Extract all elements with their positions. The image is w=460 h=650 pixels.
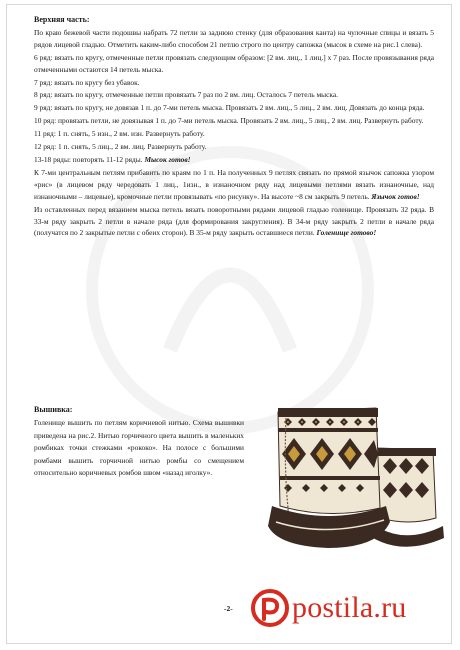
paragraph-row-8: 8 ряд: вязать по кругу, отмеченные петли провязать 7 раз по 2 вм. лиц. Осталось 7 петель мыска. (34, 90, 339, 100)
paragraph-row-10: 10 ряд: провязать петли, не довязывая 1 п. до 7-ми петель мыска. Провязать 2 вм. лиц., 5 лиц., 2 вм. лиц. Развернуть работу. (34, 116, 424, 126)
paragraph-shaft (34, 204, 434, 240)
watermark (250, 588, 407, 628)
paragraph-row-7: 7 ряд: вязать по кругу без убавок. (34, 77, 140, 87)
paragraph-row-11: 11 ряд: 1 п. снять, 5 изн., 2 вм. изн. Развернуть работу. (34, 129, 205, 139)
embroidery-section (34, 404, 244, 480)
tongue-text: К 7-ми центральным петлям прибавить по краям по 1 п. На полученных 9 петлях связать по прямой язычок сапожка узором «рис» (в лицевом ряду чередовать 1 лиц., 1изн., в изнаночном ряду над лицевыми петлями вязать изнаночные, над изнаночными – лицевые), кромочные петли провязывать «по рисунку». На высоте ~8 см закрыть 9 петель. (34, 167, 434, 201)
paragraph-tongue (34, 167, 434, 203)
tongue-done-note: Язычок готов! (371, 191, 420, 201)
shaft-done-note: Голенище готово! (316, 228, 377, 238)
paragraph-row-6: 6 ряд: вязать по кругу, отмеченные петли провязать следующим образом: [2 вм. лиц., 1 лиц.] х 7 раз. После провязывания ряда отмеченными остаются 14 петель мыска. (34, 52, 434, 74)
embroidery-heading: Вышивка: (34, 405, 73, 414)
paragraph-rows-13-18 (34, 154, 434, 166)
page-number: -2- (224, 604, 233, 613)
section-heading: Верхняя часть: (34, 15, 90, 24)
paragraph-row-12: 12 ряд: 1 п. снять, 5 лиц., 2 вм. лиц. Развернуть работу. (34, 142, 207, 152)
postila-logo-icon (250, 588, 290, 628)
paragraph-cast-on: По краю бежевой части подошвы набрать 72 петли за заднюю стенку (для образования канта) на чулочные спицы и вязать 5 рядов лицевой гладью. Отметить каким-либо способом 21 петлю строго по центру сапожка (мысок в схеме на рис.1 слева). (34, 27, 434, 49)
top-section (34, 14, 434, 240)
paragraph-row-9: 9 ряд: вязать по кругу, не довязав 1 п. до 7-ми петель мыска. Провязать 2 вм. лиц., 5 лиц., 2 вм. лиц. Довязать до конца ряда. (34, 103, 425, 113)
rows-13-18-text: 13-18 ряды: повторять 11-12 ряды. (34, 154, 143, 164)
embroidery-text: Голенище вышить по петлям коричневой нитью. Схема вышивки приведена на рис.2. Нитью горчичного цвета вышить в маленьких ромбиках точки стежками «рококо». На полосе с большими ромбами вышить горчичной нитью ромбы со смещением относительно коричневых ромбов швом «назад иголку». (34, 418, 244, 478)
watermark-text: postila.ru (292, 591, 407, 624)
knitted-boots-photo (258, 398, 448, 563)
shaft-text: Из оставленных перед вязанием мыска петель вязать поворотными рядами лицевой гладью голенище. Провязать 32 ряда. В 33-м ряду закрыть 2 петли в начале ряда (для формирования закругления). В 34-м ряду закрыть 2 петли в начале ряда (получатся по 2 закрытые петли с обеих сторон). В 35-м ряду закрыть оставшиеся петли. (34, 204, 434, 238)
front-boot (268, 408, 390, 548)
toe-done-note: Мысок готов! (144, 154, 191, 164)
